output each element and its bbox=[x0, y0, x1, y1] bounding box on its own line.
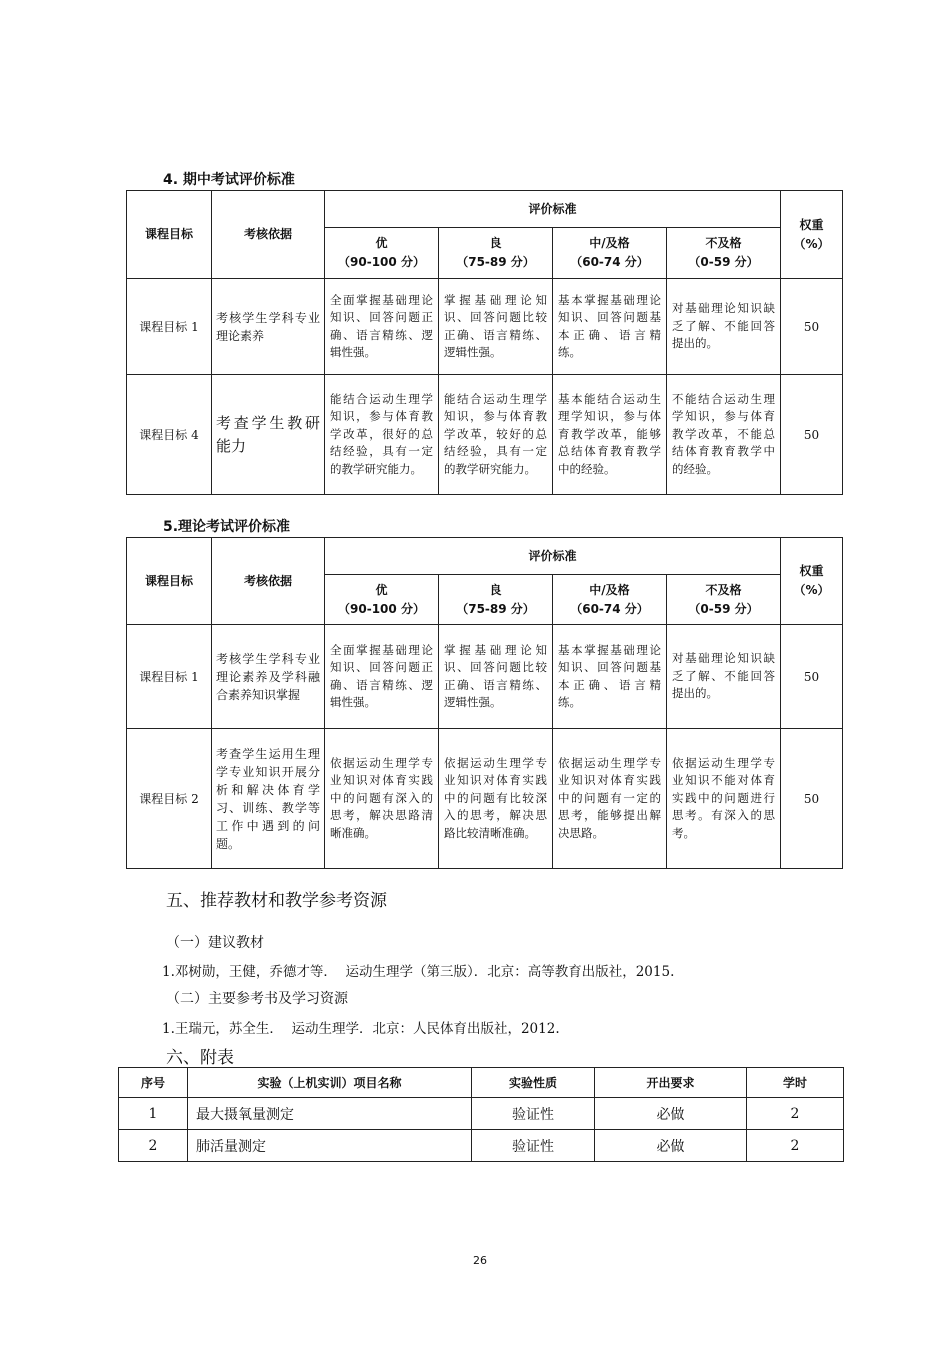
criteria-good: 依据运动生理学专业知识对体育实践中的问题有比较深入的思考，解决思路比较清晰准确。 bbox=[439, 729, 553, 869]
table-row bbox=[127, 729, 843, 869]
textbook-heading: （一）建议教材 bbox=[166, 935, 264, 951]
header-hours: 学时 bbox=[747, 1068, 844, 1098]
table-row bbox=[119, 1130, 844, 1162]
header-goal: 课程目标 bbox=[127, 538, 212, 625]
criteria-fail: 不能结合运动生理学知识，参与体育教学改革，不能总结体育教育教学中的经验。 bbox=[667, 375, 781, 495]
header-level-excellent: 优 （90-100 分） bbox=[325, 228, 439, 279]
basis-cell: 考核学生学科专业理论素养及学科融合素养知识掌握 bbox=[212, 625, 325, 729]
table-row bbox=[127, 625, 843, 729]
table-row bbox=[127, 375, 843, 495]
name-cell: 肺活量测定 bbox=[188, 1130, 472, 1162]
criteria-good: 掌握基础理论知识、回答问题比较正确、语言精练、逻辑性强。 bbox=[439, 625, 553, 729]
header-weight bbox=[781, 538, 843, 625]
hours-cell: 2 bbox=[747, 1130, 844, 1162]
section4-title: 4. 期中考试评价标准 bbox=[163, 172, 295, 188]
chapter5-title: 五、推荐教材和教学参考资源 bbox=[166, 891, 387, 911]
table-row bbox=[127, 279, 843, 375]
header-level-pass: 中/及格 （60-74 分） bbox=[553, 228, 667, 279]
hours-cell: 2 bbox=[747, 1098, 844, 1130]
header-name: 实验（上机实训）项目名称 bbox=[188, 1068, 472, 1098]
basis-cell: 考查学生运用生理学专业知识开展分析和解决体育学习、训练、教学等工作中遇到的问题。 bbox=[212, 729, 325, 869]
weight-unit: （%） bbox=[793, 236, 830, 251]
header-basis: 考核依据 bbox=[212, 191, 325, 279]
nature-cell: 验证性 bbox=[472, 1098, 595, 1130]
goal-cell: 课程目标 2 bbox=[127, 729, 212, 869]
midterm-evaluation-table bbox=[126, 190, 843, 495]
criteria-good: 掌握基础理论知识、回答问题比较正确、语言精练、逻辑性强。 bbox=[439, 279, 553, 375]
refs-item: 1.王瑞元，苏全生． 运动生理学．北京：人民体育出版社，2012. bbox=[162, 1021, 560, 1037]
nature-cell: 验证性 bbox=[472, 1130, 595, 1162]
chapter6-title: 六、附表 bbox=[166, 1048, 234, 1068]
header-level-fail: 不及格 （0-59 分） bbox=[667, 228, 781, 279]
textbook-item: 1.邓树勋，王健，乔德才等． 运动生理学（第三版）．北京：高等教育出版社，2015. bbox=[162, 964, 675, 980]
theory-evaluation-table bbox=[126, 537, 843, 869]
weight-unit: （%） bbox=[793, 583, 830, 597]
header-level-fail: 不及格 （0-59 分） bbox=[667, 575, 781, 625]
goal-cell: 课程目标 1 bbox=[127, 279, 212, 375]
refs-heading: （二）主要参考书及学习资源 bbox=[166, 991, 348, 1007]
header-criteria: 评价标准 bbox=[325, 538, 781, 575]
criteria-fail: 对基础理论知识缺乏了解、不能回答提出的。 bbox=[667, 279, 781, 375]
no-cell: 2 bbox=[119, 1130, 188, 1162]
criteria-excellent: 全面掌握基础理论知识、回答问题正确、语言精练、逻辑性强。 bbox=[325, 625, 439, 729]
criteria-pass: 依据运动生理学专业知识对体育实践中的问题有一定的思考，能够提出解决思路。 bbox=[553, 729, 667, 869]
header-requirement: 开出要求 bbox=[595, 1068, 747, 1098]
header-level-good: 良 （75-89 分） bbox=[439, 228, 553, 279]
basis-cell: 考查学生教研能力 bbox=[212, 375, 325, 495]
criteria-excellent: 能结合运动生理学知识，参与体育教学改革，很好的总结经验，具有一定的教学研究能力。 bbox=[325, 375, 439, 495]
requirement-cell: 必做 bbox=[595, 1130, 747, 1162]
name-cell: 最大摄氧量测定 bbox=[188, 1098, 472, 1130]
header-level-excellent: 优 （90-100 分） bbox=[325, 575, 439, 625]
basis-cell: 考核学生学科专业理论素养 bbox=[212, 279, 325, 375]
header-no: 序号 bbox=[119, 1068, 188, 1098]
header-criteria: 评价标准 bbox=[325, 191, 781, 228]
no-cell: 1 bbox=[119, 1098, 188, 1130]
page-number: 26 bbox=[473, 1254, 487, 1267]
header-level-pass: 中/及格 （60-74 分） bbox=[553, 575, 667, 625]
header-basis: 考核依据 bbox=[212, 538, 325, 625]
weight-label: 权重 bbox=[799, 217, 824, 232]
header-level-good: 良 （75-89 分） bbox=[439, 575, 553, 625]
criteria-pass: 基本掌握基础理论知识、回答问题基本正确、语言精练。 bbox=[553, 625, 667, 729]
goal-cell: 课程目标 4 bbox=[127, 375, 212, 495]
criteria-pass: 基本能结合运动生理学知识，参与体育教学改革，能够总结体育教育教学中的经验。 bbox=[553, 375, 667, 495]
weight-label: 权重 bbox=[799, 564, 824, 578]
header-weight bbox=[781, 191, 843, 279]
goal-cell: 课程目标 1 bbox=[127, 625, 212, 729]
criteria-excellent: 全面掌握基础理论知识、回答问题正确、语言精练、逻辑性强。 bbox=[325, 279, 439, 375]
weight-cell: 50 bbox=[781, 625, 843, 729]
criteria-excellent: 依据运动生理学专业知识对体育实践中的问题有深入的思考，解决思路清晰准确。 bbox=[325, 729, 439, 869]
section5-title: 5.理论考试评价标准 bbox=[163, 519, 291, 535]
criteria-fail: 对基础理论知识缺乏了解、不能回答提出的。 bbox=[667, 625, 781, 729]
header-nature: 实验性质 bbox=[472, 1068, 595, 1098]
weight-cell: 50 bbox=[781, 279, 843, 375]
weight-cell: 50 bbox=[781, 375, 843, 495]
table-row bbox=[119, 1098, 844, 1130]
criteria-pass: 基本掌握基础理论知识、回答问题基本正确、语言精练。 bbox=[553, 279, 667, 375]
requirement-cell: 必做 bbox=[595, 1098, 747, 1130]
experiment-table bbox=[118, 1067, 844, 1162]
criteria-fail: 依据运动生理学专业知识不能对体育实践中的问题进行思考。有深入的思考。 bbox=[667, 729, 781, 869]
weight-cell: 50 bbox=[781, 729, 843, 869]
criteria-good: 能结合运动生理学知识，参与体育教学改革，较好的总结经验，具有一定的教学研究能力。 bbox=[439, 375, 553, 495]
header-goal: 课程目标 bbox=[127, 191, 212, 279]
